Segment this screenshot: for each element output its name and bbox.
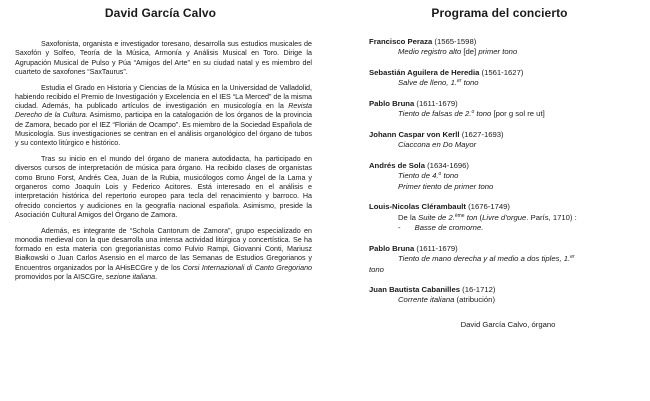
- composer-name: Sebastián Aguilera de Heredia: [369, 67, 480, 77]
- composer-dates: (1611-1679): [416, 98, 458, 108]
- composer-dates: (1565-1598): [434, 37, 477, 46]
- biography-title: David García Calvo: [104, 6, 217, 20]
- work-title: Corrente italiana (atribución): [398, 295, 495, 305]
- composer-name: Francisco Peraza: [369, 37, 433, 46]
- program-list: [369, 37, 639, 330]
- work-title: Tiento de mano derecha y al medio a dos tiples, 1.$^{er}$ tono: [369, 254, 575, 274]
- program-item: [369, 202, 639, 233]
- composer-name: Pablo Bruna: [369, 243, 415, 253]
- work-title: Salve de lleno, 1.$^{er}$ tono: [398, 78, 479, 88]
- course-title: Corsi Internazionali di Canto Gregoriano: [182, 263, 313, 272]
- program-title: Programa del concierto: [431, 6, 568, 20]
- composer-name: Pablo Bruna: [369, 98, 415, 108]
- bio-paragraph-3: Tras su inicio en el mundo del órgano de manera autodidacta, ha participado en diversos cursos de interpretación de música para órgano. Ha recibido clases de organistas como Bruno Forst, Andrés Cea, Juan de la Rubia, musicólogos como Ángel de la Lama y organeros como Joaquín Lois y Federico Acitores. Está interesado en el análisis e interpretación histórica del repertorio europeo para tecla del renacimiento y barroco. Ha ofrecido conciertos y audiciones en la geografía nacional española. Asimismo, preside la Asociación Cultural Amigos del Órgano de Zamora.: [15, 155, 312, 219]
- composer-name: Louis-Nicolas Clérambault: [369, 202, 466, 212]
- bio-paragraph-2: Estudia el Grado en Historia y Ciencias de la Música en la Universidad de Valladolid, habiendo recibido el Premio de Investigación y Excelencia en el IES “La Merced” de la misma ciudad. Además, ha publicado artículos de investigación en musicología en la Revista Derecho de la Cultura. Asimismo, participa en la catalogación de los órganos de la provincia de Zamora, becado por el IEZ “Florián de Ocampo”. Es miembro de la Sociedad Española de Musicología. Sus investigaciones se centran en el análisis organológico del órgano de tubos y su contexto litúrgico e histórico.: [15, 83, 312, 148]
- composer-dates: (1611-1679): [416, 243, 458, 253]
- composer-name: Juan Bautista Cabanilles: [369, 284, 460, 294]
- bio-paragraph-4: Además, es integrante de “Schola Cantorum de Zamora”, grupo especializado en monodia medieval con la que desarrolla una intensa actividad litúrgica y concertística. Se ha formado en esta materia con gregorianistas como Fulvio Rampi, Giovanni Conti, Mariusz Białkowski o Juan Carlos Asensio en el marco de las Semanas de Estudios Gregorianos y Encuentros organizados por la AHisECGre y de los Corsi Internazionali di Canto Gregoriano promovidos por la AISCGre, sezione italiana.: [15, 226, 313, 281]
- performer-signature: David García Calvo, órgano: [460, 319, 556, 329]
- suite-note: De la Suite de 2.$^{ème}$ ton (Livre d'orgue. París, 1710) :: [398, 212, 577, 222]
- composer-name: Andrés de Sola: [369, 160, 425, 170]
- bio-paragraph-1: Saxofonista, organista e investigador toresano, desarrolla sus estudios musicales de Saxofón y Solfeo, Teoría de la Música, Armonía y Análisis Musical en Toro. Dirige la Agrupación Musical de Pulso y Púa “Amigos del Arte” en su ciudad natal y es miembro del cuarteto de saxofones “SaxTaurus”.: [15, 40, 312, 76]
- work-title: Tiento de 4.$^o$ tono: [398, 171, 459, 181]
- work-title: Primer tiento de primer tono: [398, 181, 494, 191]
- composer-dates: (1676-1749): [468, 202, 510, 212]
- work-title: Ciaccona en Do Mayor: [398, 140, 477, 150]
- program-item: [369, 130, 639, 151]
- composer-dates: (1561-1627): [481, 67, 524, 77]
- program-item: [369, 244, 639, 275]
- section-title: sezione italiana: [105, 273, 156, 281]
- work-title: - Basse de cromorne.: [398, 223, 484, 233]
- composer-dates: (1627-1693): [461, 129, 504, 139]
- biography-text: [15, 40, 312, 289]
- journal-title: Revista Derecho de la Cultura: [15, 102, 312, 120]
- work-title: Tiento de falsas de 2.$^o$ tono [por g sol re ut]: [398, 109, 545, 119]
- program-item: [369, 68, 639, 89]
- work-title: Medio registro alto [de] primer tono: [398, 47, 518, 57]
- composer-dates: (1634-1696): [427, 160, 469, 170]
- composer-name: Johann Caspar von Kerll: [369, 129, 460, 139]
- program-item: [369, 285, 639, 306]
- program-item: [369, 99, 639, 120]
- program-item: [369, 37, 639, 58]
- composer-dates: (16-1712): [462, 284, 496, 294]
- program-item: [369, 161, 639, 192]
